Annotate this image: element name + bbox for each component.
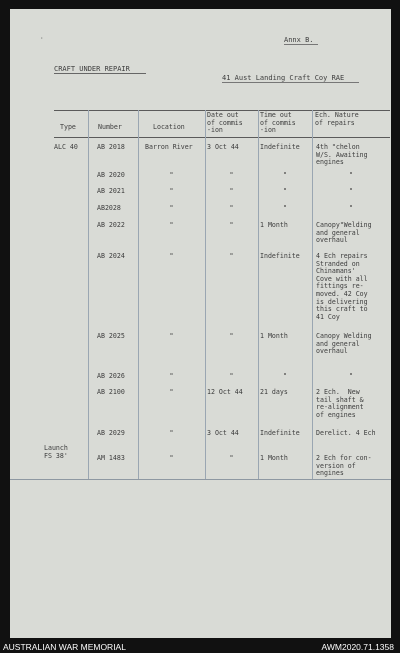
annex-label: Annx B.: [284, 36, 314, 44]
row-number: AM 1483: [97, 454, 125, 462]
number-header: Number: [98, 123, 122, 131]
column-divider: [88, 110, 89, 479]
row-number: AB 2022: [97, 221, 125, 229]
row-location: ": [169, 429, 174, 437]
specks: ·: [40, 35, 44, 42]
row-type: ALC 40: [54, 143, 78, 151]
row-repairs: ": [349, 372, 353, 380]
row-repairs: Canopy"Welding and general overhaul: [316, 221, 372, 245]
row-location: ": [169, 454, 174, 462]
row-repairs: 2 Ech. New tail shaft & re-alignment of engines: [316, 388, 364, 419]
footer-reference: AWM2020.71.1358: [321, 642, 394, 652]
footer-institution: AUSTRALIAN WAR MEMORIAL: [3, 642, 126, 652]
date-out-header: Date out of commis -ion: [207, 111, 243, 135]
archive-footer: [0, 640, 400, 653]
time-out-header: Time out of commis -ion: [260, 111, 296, 135]
row-time: ": [283, 171, 287, 179]
row-location: ": [169, 171, 174, 179]
unit-underline: [222, 82, 359, 83]
row-time: 21 days: [260, 388, 288, 396]
row-location: ": [169, 252, 174, 260]
row-date: 3 Oct 44: [207, 429, 239, 437]
row-time: 1 Month: [260, 454, 288, 462]
row-number: AB 2021: [97, 187, 125, 195]
row-time: ": [283, 372, 287, 380]
row-location: ": [169, 204, 174, 212]
row-number: AB 2020: [97, 171, 125, 179]
row-time: ": [283, 187, 287, 195]
row-date: ": [229, 221, 234, 229]
type-header: Type: [60, 123, 76, 131]
row-type: Launch FS 38': [44, 444, 68, 460]
row-location: ": [169, 332, 174, 340]
row-date: 12 Oct 44: [207, 388, 243, 396]
row-repairs: 2 Ech for con- version of engines: [316, 454, 372, 478]
row-date: ": [229, 204, 234, 212]
row-repairs: Derelict. 4 Ech: [316, 429, 376, 437]
repairs-header: Ech. Nature of repairs: [315, 111, 359, 127]
row-time: 1 Month: [260, 221, 288, 229]
row-number: AB 2100: [97, 388, 125, 396]
row-location: ": [169, 221, 174, 229]
row-repairs: 4 Ech repairs Stranded on Chinamans' Cove with all fittings re- moved. 42 Coy is delivering this craft to 41 Coy: [316, 252, 368, 321]
row-date: 3 Oct 44: [207, 143, 239, 151]
row-repairs: Canopy Welding and general overhaul: [316, 332, 372, 356]
row-date: ": [229, 187, 234, 195]
document-title: CRAFT UNDER REPAIR: [54, 65, 130, 73]
column-divider: [138, 110, 139, 479]
row-location: ": [169, 388, 174, 396]
row-date: ": [229, 171, 234, 179]
row-number: AB 2024: [97, 252, 125, 260]
row-date: ": [229, 252, 234, 260]
title-underline: [54, 73, 146, 74]
row-location: ": [169, 372, 174, 380]
row-time: ": [283, 204, 287, 212]
unit-name: 41 Aust Landing Craft Coy RAE: [222, 74, 345, 82]
document-page: [10, 9, 391, 638]
row-repairs: ": [349, 171, 353, 179]
row-number: AB 2026: [97, 372, 125, 380]
row-repairs: ": [349, 187, 353, 195]
row-time: Indefinite: [260, 429, 300, 437]
row-number: AB2028: [97, 204, 121, 212]
column-divider: [258, 110, 259, 479]
annex-underline: [284, 44, 318, 45]
row-location: ": [169, 187, 174, 195]
row-number: AB 2018: [97, 143, 125, 151]
table-bottom-rule: [10, 479, 391, 480]
row-time: Indefinite: [260, 143, 300, 151]
column-divider: [312, 110, 313, 479]
row-time: Indefinite: [260, 252, 300, 260]
row-date: ": [229, 332, 234, 340]
row-number: AB 2029: [97, 429, 125, 437]
column-divider: [205, 110, 206, 479]
row-time: 1 Month: [260, 332, 288, 340]
location-header: Location: [153, 123, 185, 131]
row-repairs: ": [349, 204, 353, 212]
row-date: ": [229, 372, 234, 380]
row-date: ": [229, 454, 234, 462]
header-bottom-rule: [54, 137, 390, 138]
row-number: AB 2025: [97, 332, 125, 340]
row-repairs: 4th "chelon W/S. Awaiting engines: [316, 143, 368, 167]
row-location: Barron River: [145, 143, 193, 151]
